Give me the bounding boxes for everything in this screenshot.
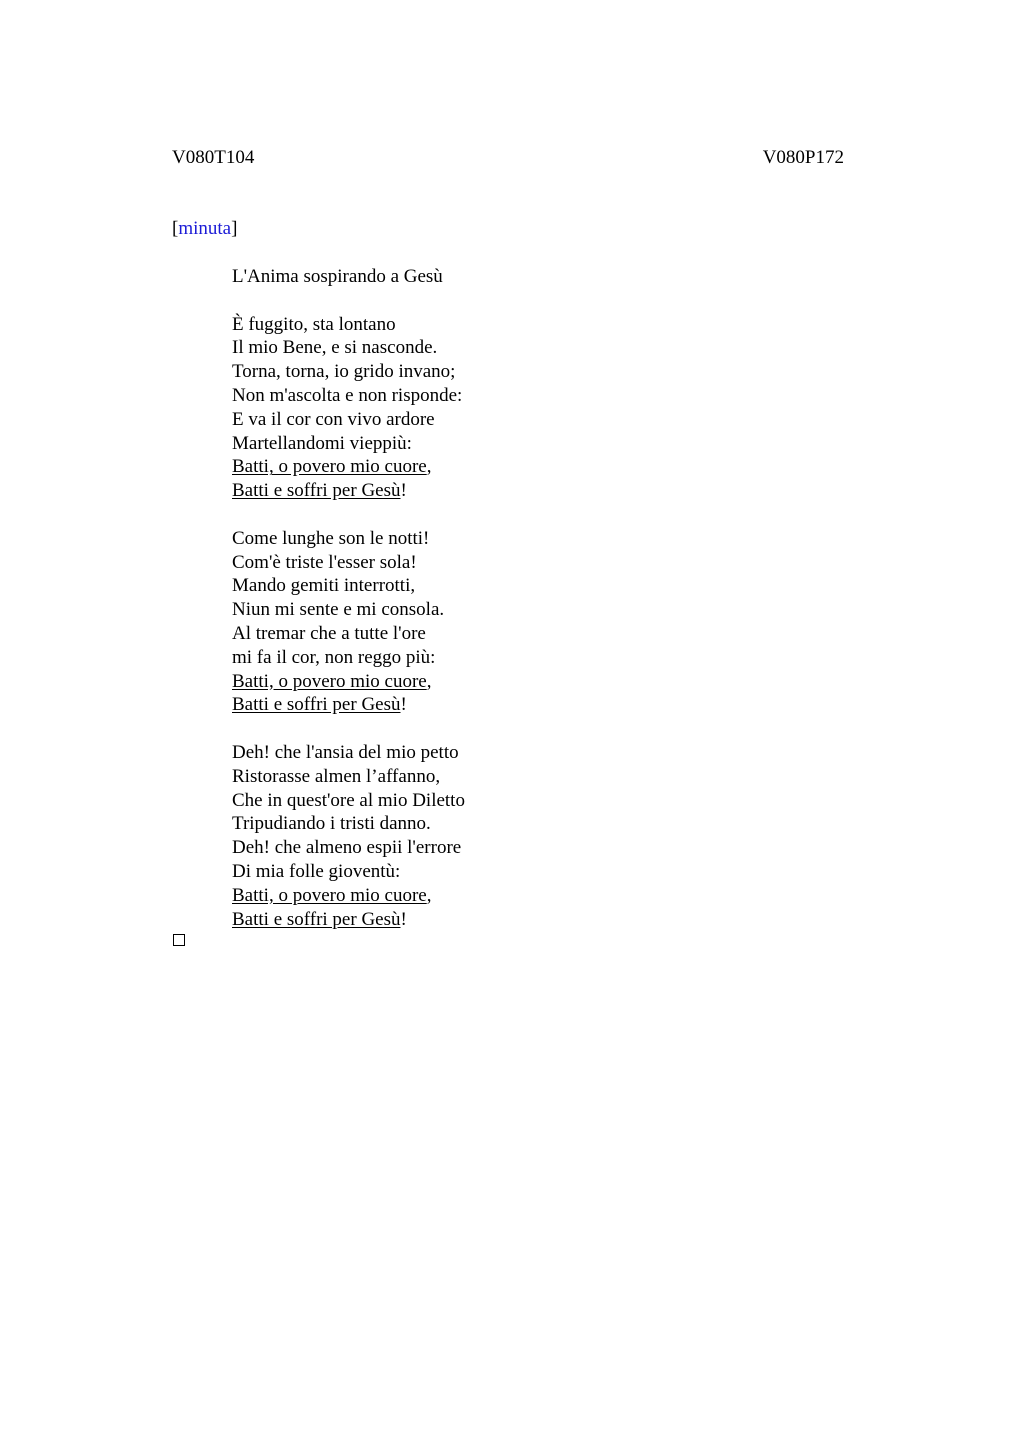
refrain-underlined-text: Batti, o povero mio cuore: [232, 884, 427, 906]
refrain-punctuation: ,: [426, 456, 432, 478]
draft-note: [172, 217, 237, 241]
draft-note-link[interactable]: minuta: [178, 218, 232, 239]
verse-line: Deh! che almeno espii l'errore: [232, 837, 462, 859]
refrain-underlined-text: Batti, o povero mio cuore: [232, 670, 427, 692]
verse-line: Al tremar che a tutte l'ore: [232, 622, 426, 644]
refrain-underlined-text: Batti e soffri per Gesù: [232, 908, 401, 930]
refrain-line: [232, 479, 465, 503]
page-code: V080P172: [762, 147, 844, 168]
open-bracket: [: [172, 218, 179, 239]
stanza-1: [232, 313, 465, 503]
refrain-punctuation: ,: [426, 884, 432, 906]
document-code: V080T104: [172, 147, 255, 168]
refrain-punctuation: !: [400, 480, 407, 502]
close-bracket: ]: [231, 218, 238, 239]
refrain-line: [232, 455, 465, 479]
verse-line: Torna, torna, io grido invano;: [232, 361, 456, 383]
verse-line: È fuggito, sta lontano: [232, 313, 396, 335]
refrain-underlined-text: Batti, o povero mio cuore: [232, 456, 427, 478]
verse-line: E va il cor con vivo ardore: [232, 408, 435, 430]
refrain-punctuation: !: [400, 908, 407, 930]
verse-line: Martellandomi vieppiù:: [232, 432, 412, 454]
empty-square-icon: [173, 934, 185, 946]
verse-line: Tripudiando i tristi danno.: [232, 813, 431, 835]
verse-line: mi fa il cor, non reggo più:: [232, 646, 436, 668]
refrain-underlined-text: Batti e soffri per Gesù: [232, 694, 401, 716]
refrain-punctuation: ,: [426, 670, 432, 692]
verse-line: Che in quest'ore al mio Diletto: [232, 789, 465, 811]
refrain-punctuation: !: [400, 694, 407, 716]
refrain-line: [232, 693, 465, 717]
refrain-line: [232, 884, 465, 908]
refrain-line: [232, 908, 465, 932]
verse-line: Ristorasse almen l’affanno,: [232, 765, 441, 787]
verse-line: Deh! che l'ansia del mio petto: [232, 741, 459, 763]
verse-line: Com'è triste l'esser sola!: [232, 551, 417, 573]
stanza-3: [232, 741, 465, 931]
verse-line: Come lunghe son le notti!: [232, 527, 430, 549]
verse-line: Non m'ascolta e non risponde:: [232, 384, 463, 406]
verse-line: Mando gemiti interrotti,: [232, 575, 416, 597]
poem: [232, 265, 465, 931]
verse-line: Di mia folle gioventù:: [232, 860, 401, 882]
verse-line: Niun mi sente e mi consola.: [232, 599, 445, 621]
refrain-underlined-text: Batti e soffri per Gesù: [232, 480, 401, 502]
refrain-line: [232, 670, 465, 694]
poem-title: L'Anima sospirando a Gesù: [232, 266, 443, 287]
stanza-2: [232, 527, 465, 717]
verse-line: Il mio Bene, e si nasconde.: [232, 337, 438, 359]
